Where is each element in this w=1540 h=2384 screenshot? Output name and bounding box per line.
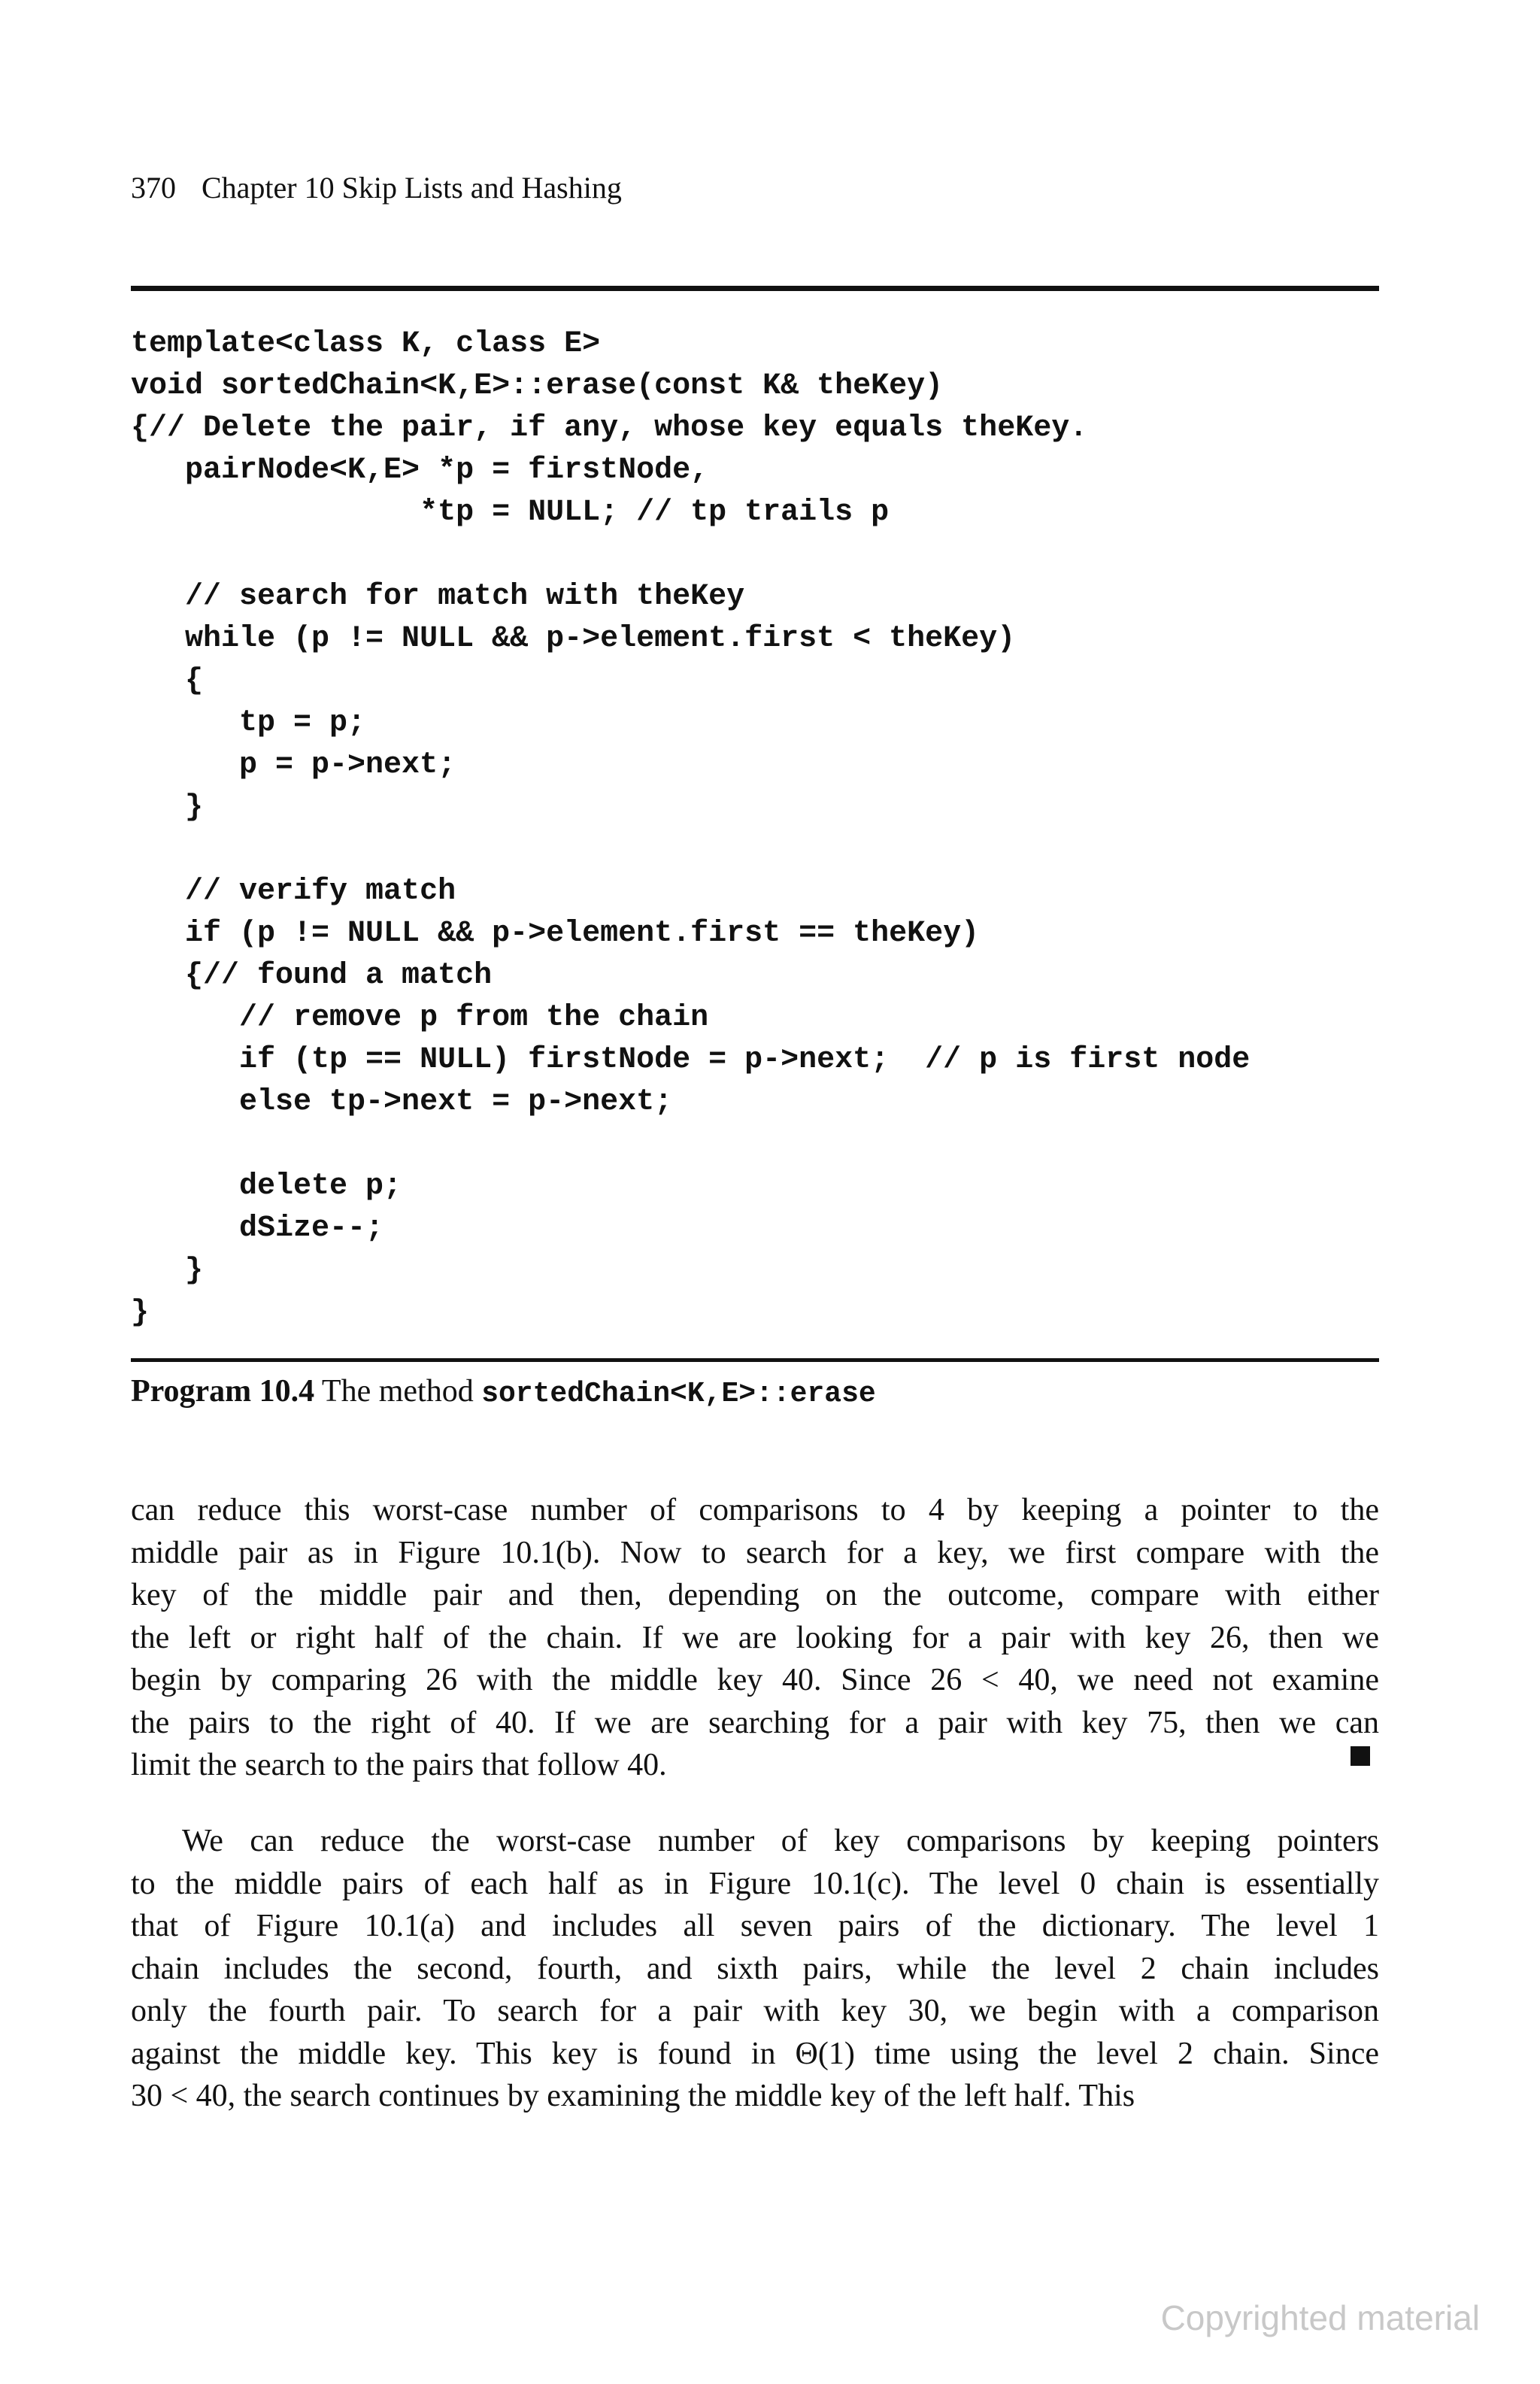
text-line: We can reduce the worst-case number of key comparisons by keeping pointers: [182, 1824, 1379, 1858]
code-line: // search for match with theKey: [131, 580, 745, 614]
code-line: while (p != NULL && p->element.first < theKey): [131, 622, 1016, 656]
program-top-rule: [131, 286, 1379, 291]
end-of-example-mark: [1351, 1746, 1370, 1766]
text-line: key of the middle pair and then, depending on the outcome, compare with either: [131, 1578, 1379, 1612]
code-line: else tp->next = p->next;: [131, 1085, 673, 1119]
text-line: middle pair as in Figure 10.1(b). Now to search for a key, we first compare with the: [131, 1535, 1379, 1570]
caption-code: sortedChain<K,E>::erase: [481, 1378, 876, 1410]
text-line: the left or right half of the chain. If we are looking for a pair with key 26, then we: [131, 1620, 1379, 1655]
code-line: template<class K, class E>: [131, 327, 601, 361]
program-caption: [131, 1373, 876, 1410]
text-line: chain includes the second, fourth, and sixth pairs, while the level 2 chain includes: [131, 1951, 1379, 1986]
paragraph-1: [131, 1489, 1379, 1787]
code-line: *tp = NULL; // tp trails p: [131, 496, 890, 529]
code-line: p = p->next;: [131, 748, 456, 782]
text-line: against the middle key. This key is found in Θ(1) time using the level 2 chain. Since: [131, 2036, 1379, 2071]
code-line: pairNode<K,E> *p = firstNode,: [131, 453, 709, 487]
code-line: void sortedChain<K,E>::erase(const K& theKey): [131, 369, 944, 403]
code-line: {: [131, 664, 204, 698]
text-line: only the fourth pair. To search for a pair with key 30, we begin with a comparison: [131, 1994, 1379, 2028]
code-line: [131, 829, 1250, 871]
text-line: limit the search to the pairs that follow 40.: [131, 1748, 667, 1782]
chapter-title: Chapter 10 Skip Lists and Hashing: [202, 171, 622, 205]
text-line: to the middle pairs of each half as in Figure 10.1(c). The level 0 chain is essentially: [131, 1866, 1379, 1901]
caption-label: Program 10.4: [131, 1374, 315, 1409]
running-head: [131, 170, 622, 205]
text-line: 30 < 40, the search continues by examining the middle key of the left half. This: [131, 2079, 1135, 2113]
code-line: tp = p;: [131, 706, 366, 740]
text-line: that of Figure 10.1(a) and includes all seven pairs of the dictionary. The level 1: [131, 1909, 1379, 1943]
code-line: }: [131, 1254, 204, 1288]
code-line: if (p != NULL && p->element.first == theKey): [131, 917, 980, 951]
code-line: dSize--;: [131, 1212, 384, 1245]
code-line: // verify match: [131, 875, 456, 908]
code-line: [131, 1124, 1250, 1166]
watermark: Copyrighted material: [1160, 2298, 1480, 2337]
paragraph-2: [131, 1820, 1379, 2118]
program-code-block: [131, 323, 1250, 1334]
text-line: the pairs to the right of 40. If we are searching for a pair with key 75, then we can: [131, 1705, 1379, 1740]
caption-text: The method: [321, 1374, 474, 1409]
code-line: }: [131, 1296, 150, 1330]
code-line: [131, 534, 1250, 576]
text-line: begin by comparing 26 with the middle key 40. Since 26 < 40, we need not examine: [131, 1663, 1379, 1697]
code-line: {// found a match: [131, 959, 493, 993]
code-line: // remove p from the chain: [131, 1001, 709, 1035]
code-line: if (tp == NULL) firstNode = p->next; // p is first node: [131, 1043, 1250, 1077]
page-number: 370: [131, 171, 176, 205]
code-line: {// Delete the pair, if any, whose key equals theKey.: [131, 411, 1088, 445]
text-line: can reduce this worst-case number of comparisons to 4 by keeping a pointer to the: [131, 1493, 1379, 1527]
code-line: }: [131, 790, 204, 824]
code-line: delete p;: [131, 1169, 402, 1203]
program-bottom-rule: [131, 1358, 1379, 1362]
